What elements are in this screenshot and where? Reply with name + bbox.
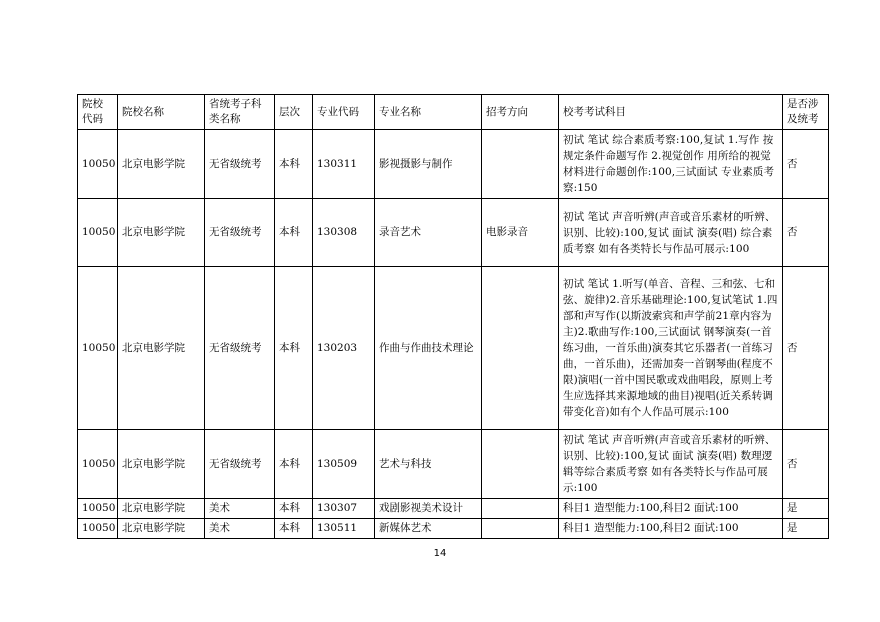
cell-major-name: 影视摄影与制作 xyxy=(375,130,482,199)
header-provincial: 省统考子科类名称 xyxy=(205,95,275,130)
cell-exam: 初试 笔试 1.听写(单音、音程、三和弦、七和弦、旋律)2.音乐基础理论:100,复试笔试 1.四部和声写作(以斯波索宾和声学前21章内容为主)2.歌曲写作:100,三试面试 钢琴演奏(一首练习曲，一首乐曲)演奏其它乐器者(一首练习曲，一首乐曲)，还需加奏一首钢琴曲(程度不限)演唱(一首中国民歌或戏曲唱段，原则上考生应选择其来源地域的曲目)视唱(近关系转调带变化音)如有个人作品可展示:100 xyxy=(559,267,783,430)
header-direction: 招考方向 xyxy=(482,95,559,130)
cell-school: 北京电影学院 xyxy=(118,267,205,430)
page-number: 14 xyxy=(433,548,447,559)
cell-level: 本科 xyxy=(275,499,313,519)
cell-level: 本科 xyxy=(275,430,313,499)
cell-provincial: 无省级统考 xyxy=(205,199,275,267)
cell-direction xyxy=(482,499,559,519)
cell-exam: 科目1 造型能力:100,科目2 面试:100 xyxy=(559,499,783,519)
cell-code: 10050 xyxy=(78,199,118,267)
table-row xyxy=(78,267,829,430)
table-row xyxy=(78,499,829,519)
cell-code: 10050 xyxy=(78,267,118,430)
cell-exam: 初试 笔试 声音听辨(声音或音乐素材的听辨、识别、比较):100,复试 面试 演奏(唱) 综合素质考察 如有各类特长与作品可展示:100 xyxy=(559,199,783,267)
header-level: 层次 xyxy=(275,95,313,130)
header-major-code: 专业代码 xyxy=(313,95,375,130)
cell-provincial: 美术 xyxy=(205,519,275,539)
cell-school: 北京电影学院 xyxy=(118,519,205,539)
cell-provincial: 无省级统考 xyxy=(205,267,275,430)
cell-code: 10050 xyxy=(78,430,118,499)
table-row xyxy=(78,519,829,539)
cell-major-code: 130511 xyxy=(313,519,375,539)
cell-level: 本科 xyxy=(275,519,313,539)
cell-level: 本科 xyxy=(275,199,313,267)
cell-unified: 否 xyxy=(783,430,829,499)
cell-exam: 初试 笔试 综合素质考察:100,复试 1.写作 按规定条件命题写作 2.视觉创作 用所给的视觉材料进行命题创作:100,三试面试 专业素质考察:150 xyxy=(559,130,783,199)
header-row xyxy=(78,95,829,130)
cell-direction xyxy=(482,267,559,430)
cell-major-code: 130311 xyxy=(313,130,375,199)
header-unified: 是否涉及统考 xyxy=(783,95,829,130)
header-exam: 校考考试科目 xyxy=(559,95,783,130)
cell-exam: 初试 笔试 声音听辨(声音或音乐素材的听辨、识别、比较):100,复试 面试 演奏(唱) 数理逻辑等综合素质考察 如有各类特长与作品可展示:100 xyxy=(559,430,783,499)
cell-level: 本科 xyxy=(275,267,313,430)
cell-code: 10050 xyxy=(78,130,118,199)
cell-major-name: 戏剧影视美术设计 xyxy=(375,499,482,519)
cell-major-code: 130307 xyxy=(313,499,375,519)
cell-direction xyxy=(482,519,559,539)
cell-provincial: 无省级统考 xyxy=(205,430,275,499)
admissions-table xyxy=(77,94,829,539)
cell-school: 北京电影学院 xyxy=(118,199,205,267)
cell-major-name: 作曲与作曲技术理论 xyxy=(375,267,482,430)
cell-direction xyxy=(482,130,559,199)
cell-unified: 是 xyxy=(783,499,829,519)
cell-unified: 否 xyxy=(783,199,829,267)
header-code: 院校代码 xyxy=(78,95,118,130)
cell-level: 本科 xyxy=(275,130,313,199)
cell-unified: 否 xyxy=(783,130,829,199)
cell-provincial: 无省级统考 xyxy=(205,130,275,199)
cell-unified: 否 xyxy=(783,267,829,430)
cell-major-code: 130203 xyxy=(313,267,375,430)
table-row xyxy=(78,130,829,199)
header-major-name: 专业名称 xyxy=(375,95,482,130)
cell-major-name: 录音艺术 xyxy=(375,199,482,267)
cell-major-name: 新媒体艺术 xyxy=(375,519,482,539)
cell-provincial: 美术 xyxy=(205,499,275,519)
cell-school: 北京电影学院 xyxy=(118,499,205,519)
cell-unified: 是 xyxy=(783,519,829,539)
cell-direction xyxy=(482,430,559,499)
cell-exam: 科目1 造型能力:100,科目2 面试:100 xyxy=(559,519,783,539)
table-row xyxy=(78,199,829,267)
cell-major-code: 130308 xyxy=(313,199,375,267)
cell-code: 10050 xyxy=(78,519,118,539)
cell-school: 北京电影学院 xyxy=(118,430,205,499)
cell-code: 10050 xyxy=(78,499,118,519)
cell-direction: 电影录音 xyxy=(482,199,559,267)
table-row xyxy=(78,430,829,499)
cell-major-name: 艺术与科技 xyxy=(375,430,482,499)
cell-major-code: 130509 xyxy=(313,430,375,499)
header-school: 院校名称 xyxy=(118,95,205,130)
cell-school: 北京电影学院 xyxy=(118,130,205,199)
